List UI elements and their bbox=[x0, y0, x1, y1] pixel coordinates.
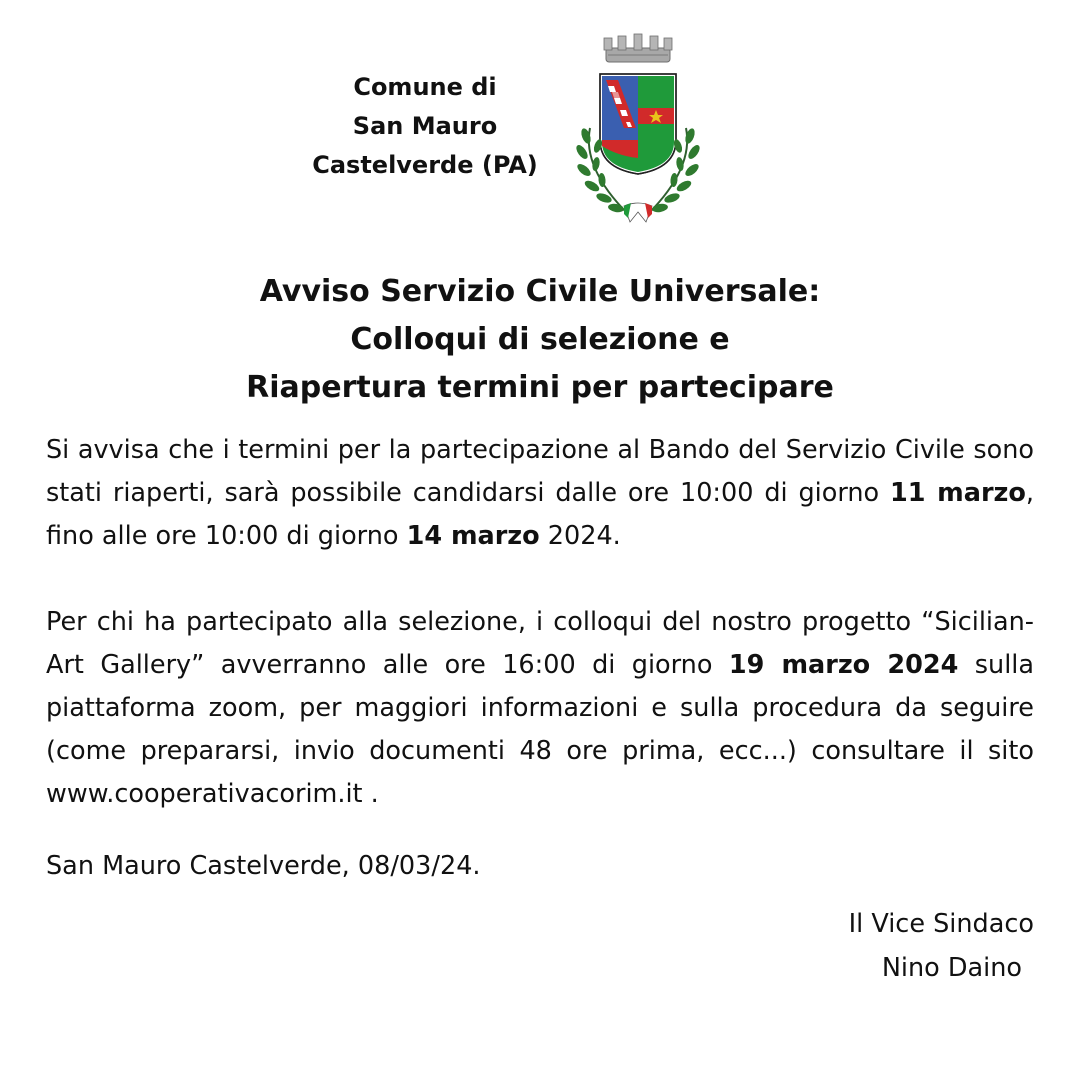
interview-date: 19 marzo 2024 bbox=[728, 650, 959, 680]
municipal-coat-of-arms-icon bbox=[568, 28, 708, 228]
start-date: 11 marzo bbox=[890, 478, 1026, 508]
interview-text-3: . bbox=[362, 779, 379, 809]
interview-paragraph bbox=[46, 601, 1034, 816]
signature-block bbox=[849, 902, 1034, 990]
place-and-date: San Mauro Castelverde, 08/03/24. bbox=[46, 851, 481, 881]
reopening-paragraph bbox=[46, 429, 1034, 558]
notice-title bbox=[0, 268, 1080, 412]
tricolor-ribbon-icon bbox=[624, 203, 652, 222]
signature-role: Il Vice Sindaco bbox=[848, 909, 1034, 939]
reopening-text-2: , fino alle ore 10:00 di giorno bbox=[46, 478, 1035, 551]
end-date: 14 marzo bbox=[406, 521, 540, 551]
notice-title-line-2: Colloqui di selezione e bbox=[350, 322, 730, 357]
municipality-name-line-3: Castelverde (PA) bbox=[312, 151, 538, 179]
municipality-name bbox=[300, 68, 550, 185]
notice-title-line-3: Riapertura termini per partecipare bbox=[246, 370, 834, 405]
municipality-name-line-2: San Mauro bbox=[352, 112, 498, 140]
crown-icon bbox=[604, 34, 672, 62]
interview-text-1: Per chi ha partecipato alla selezione, i colloqui del nostro progetto “Sicilian-Art Gallery” avverranno alle ore 16:00 di giorno bbox=[46, 607, 1034, 680]
interview-text-2: sulla piattaforma zoom, per maggiori informazioni e sulla procedura da seguire (come prepararsi, invio documenti 48 ore prima, ecc...) consultare il sito bbox=[46, 650, 1034, 766]
signature-name: Nino Daino bbox=[881, 953, 1022, 983]
shield-icon bbox=[600, 74, 676, 174]
municipality-name-line-1: Comune di bbox=[353, 73, 497, 101]
website-link[interactable]: www.cooperativacorim.it bbox=[46, 779, 363, 809]
notice-title-line-1: Avviso Servizio Civile Universale: bbox=[259, 274, 821, 309]
reopening-text-1: Si avvisa che i termini per la partecipazione al Bando del Servizio Civile sono stati riaperti, sarà possibile candidarsi dalle ore 10:00 di giorno bbox=[46, 435, 1034, 508]
reopening-text-3: 2024. bbox=[539, 521, 621, 551]
